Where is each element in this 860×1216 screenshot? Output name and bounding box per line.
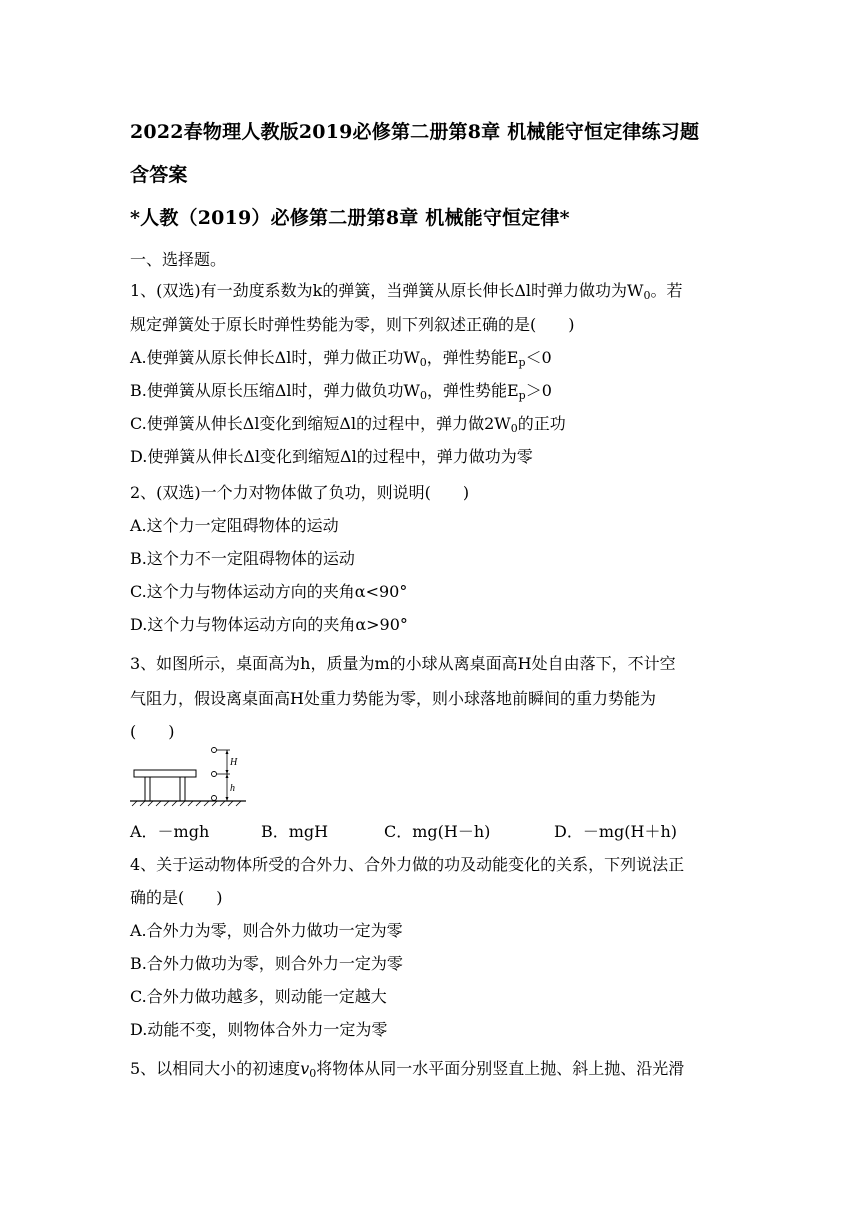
- table-ball-figure: [128, 746, 248, 808]
- q3-option-c: C．mg(H－h): [384, 822, 491, 841]
- height-H-label: H: [230, 757, 238, 768]
- q1-option-a: A.使弹簧从原长伸长Δl时，弹力做正功$W_0$，弹性势能$E_p<0$: [130, 348, 552, 369]
- q1-option-d: D.使弹簧从伸长Δl变化到缩短Δl的过程中，弹力做功为零: [130, 447, 533, 466]
- q2-stem: 2、(双选)一个力对物体做了负功，则说明( ): [130, 483, 470, 502]
- q2-option-a: A.这个力一定阻碍物体的运动: [130, 516, 339, 535]
- q3-option-a: A．－mgh: [130, 822, 210, 841]
- document-title-line-2: 含答案: [130, 164, 188, 186]
- q2-option-b: B.这个力不一定阻碍物体的运动: [130, 549, 355, 568]
- q3-stem-line-3: ( ): [130, 722, 175, 741]
- q3-stem-line-1: 3、如图所示，桌面高为h，质量为m的小球从离桌面高H处自由落下，不计空: [130, 654, 676, 673]
- q5-stem-line-1: 5、以相同大小的初速度$v_0$将物体从同一水平面分别竖直上抛、斜上抛、沿光滑: [130, 1059, 685, 1080]
- q4-stem-line-2: 确的是( ): [130, 888, 223, 907]
- q3-stem-line-2: 气阻力，假设离桌面高H处重力势能为零，则小球落地前瞬间的重力势能为: [130, 689, 656, 708]
- section-heading: 一、选择题。: [130, 250, 227, 269]
- q2-option-d: D.这个力与物体运动方向的夹角α>90°: [130, 615, 408, 634]
- q4-stem-line-1: 4、关于运动物体所受的合外力、合外力做的功及动能变化的关系，下列说法正: [130, 855, 685, 874]
- q2-option-c: C.这个力与物体运动方向的夹角α<90°: [130, 582, 408, 601]
- q4-option-d: D.动能不变，则物体合外力一定为零: [130, 1020, 388, 1039]
- q3-option-b: B．mgH: [261, 822, 329, 841]
- q1-stem-line-1: 1、(双选)有一劲度系数为k的弹簧，当弹簧从原长伸长Δl时弹力做功为$W_0$。若: [130, 281, 683, 302]
- q1-stem-line-2: 规定弹簧处于原长时弹性势能为零，则下列叙述正确的是( ): [130, 315, 575, 334]
- q4-option-c: C.合外力做功越多，则动能一定越大: [130, 987, 387, 1006]
- document-title-line-1: 2022春物理人教版2019必修第二册第8章 机械能守恒定律练习题: [130, 121, 700, 143]
- q4-option-a: A.合外力为零，则合外力做功一定为零: [130, 921, 403, 940]
- chapter-subtitle: *人教（2019）必修第二册第8章 机械能守恒定律*: [130, 207, 570, 229]
- q3-option-d: D．－mg(H＋h): [554, 822, 677, 841]
- q1-option-b: B.使弹簧从原长压缩Δl时，弹力做负功$W_0$，弹性势能$E_p>0$: [130, 381, 552, 402]
- height-h-label: h: [230, 783, 235, 794]
- q1-option-c: C.使弹簧从伸长Δl变化到缩短Δl的过程中，弹力做$2W_0$的正功: [130, 414, 566, 435]
- q4-option-b: B.合外力做功为零，则合外力一定为零: [130, 954, 403, 973]
